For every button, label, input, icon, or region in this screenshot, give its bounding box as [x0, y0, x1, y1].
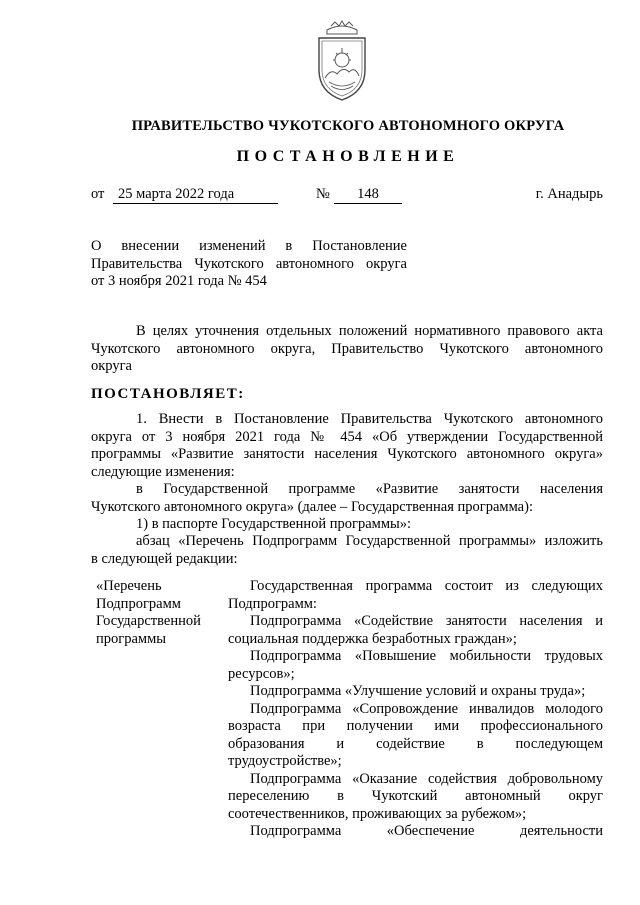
- point-line: программы «Развитие занятости населения Чукотского автономного округа»: [91, 446, 603, 462]
- table-line: Государственная программа состоит из следующих: [250, 578, 603, 594]
- preamble-line: Чукотского автономного округа, Правительство Чукотского автономного: [91, 340, 603, 357]
- subject-line: от 3 ноября 2021 года № 454: [91, 273, 267, 289]
- coat-of-arms-icon: [307, 20, 377, 104]
- table-label-line: программы: [96, 630, 166, 647]
- preamble-line: округа: [91, 358, 132, 374]
- table-line: Подпрограмма «Обеспечение деятельности: [250, 823, 603, 839]
- table-label-cell: [96, 578, 221, 648]
- decree-date: 25 марта 2022 года: [113, 186, 278, 204]
- point-line: в следующей редакции:: [91, 550, 238, 567]
- table-line: Подпрограмма «Содействие занятости населения и: [250, 613, 603, 629]
- table-label-line: Подпрограмм: [96, 595, 181, 612]
- date-prefix: от: [91, 186, 105, 202]
- table-line: Подпрограмма «Улучшение условий и охраны труда»;: [250, 683, 586, 699]
- table-label-line: «Перечень: [96, 578, 162, 594]
- decree-subject: [91, 238, 407, 291]
- table-line: образования и содействие в последующем: [228, 735, 603, 752]
- abzac: [91, 533, 603, 568]
- subpoint-1: [91, 516, 603, 534]
- point-1: [91, 411, 603, 481]
- table-line: ресурсов»;: [228, 665, 295, 682]
- table-line: Подпрограмма «Оказание содействия добровольному: [250, 770, 603, 787]
- subject-line: О внесении изменений в Постановление: [91, 238, 407, 254]
- point-line: Чукотского автономного округа» (далее – Государственная программа):: [91, 498, 533, 515]
- table-line: Подпрограмма «Сопровождение инвалидов молодого: [250, 700, 603, 717]
- preamble-line: В целях уточнения отдельных положений нормативного правового акта: [136, 323, 603, 339]
- point-line: в Государственной программе «Развитие занятости населения: [136, 481, 603, 497]
- table-label-line: Государственной: [96, 613, 201, 629]
- table-line: трудоустройстве»;: [228, 753, 342, 769]
- subject-line: Правительства Чукотского автономного округа: [91, 255, 407, 272]
- government-title: ПРАВИТЕЛЬСТВО ЧУКОТСКОГО АВТОНОМНОГО ОКРУГА: [131, 118, 565, 134]
- table-content-cell: [228, 578, 603, 841]
- point-1a: [91, 481, 603, 516]
- number-prefix: №: [316, 186, 330, 202]
- table-line: переселению в Чукотский автономный округ: [228, 788, 603, 804]
- point-line: 1) в паспорте Государственной программы»:: [136, 516, 412, 532]
- preamble: [91, 323, 603, 376]
- point-line: следующие изменения:: [91, 463, 235, 480]
- table-line: социальная поддержка безработных граждан»;: [228, 630, 517, 647]
- table-line: соотечественников, проживающих за рубежом»;: [228, 805, 527, 822]
- resolves-heading: ПОСТАНОВЛЯЕТ:: [91, 386, 245, 402]
- date-number-line: [91, 186, 603, 206]
- table-line: Подпрограмм:: [228, 595, 317, 612]
- point-line: округа от 3 ноября 2021 года № 454 «Об утверждении Государственной: [91, 428, 603, 445]
- table-line: возраста при получении ими профессионального: [228, 718, 603, 734]
- decree-title: ПОСТАНОВЛЕНИЕ: [236, 148, 460, 165]
- city: г. Анадырь: [535, 186, 603, 202]
- point-line: абзац «Перечень Подпрограмм Государственной программы» изложить: [136, 533, 603, 549]
- point-line: 1. Внести в Постановление Правительства Чукотского автономного: [136, 411, 603, 427]
- decree-number: 148: [334, 186, 402, 204]
- table-line: Подпрограмма «Повышение мобильности трудовых: [250, 648, 603, 664]
